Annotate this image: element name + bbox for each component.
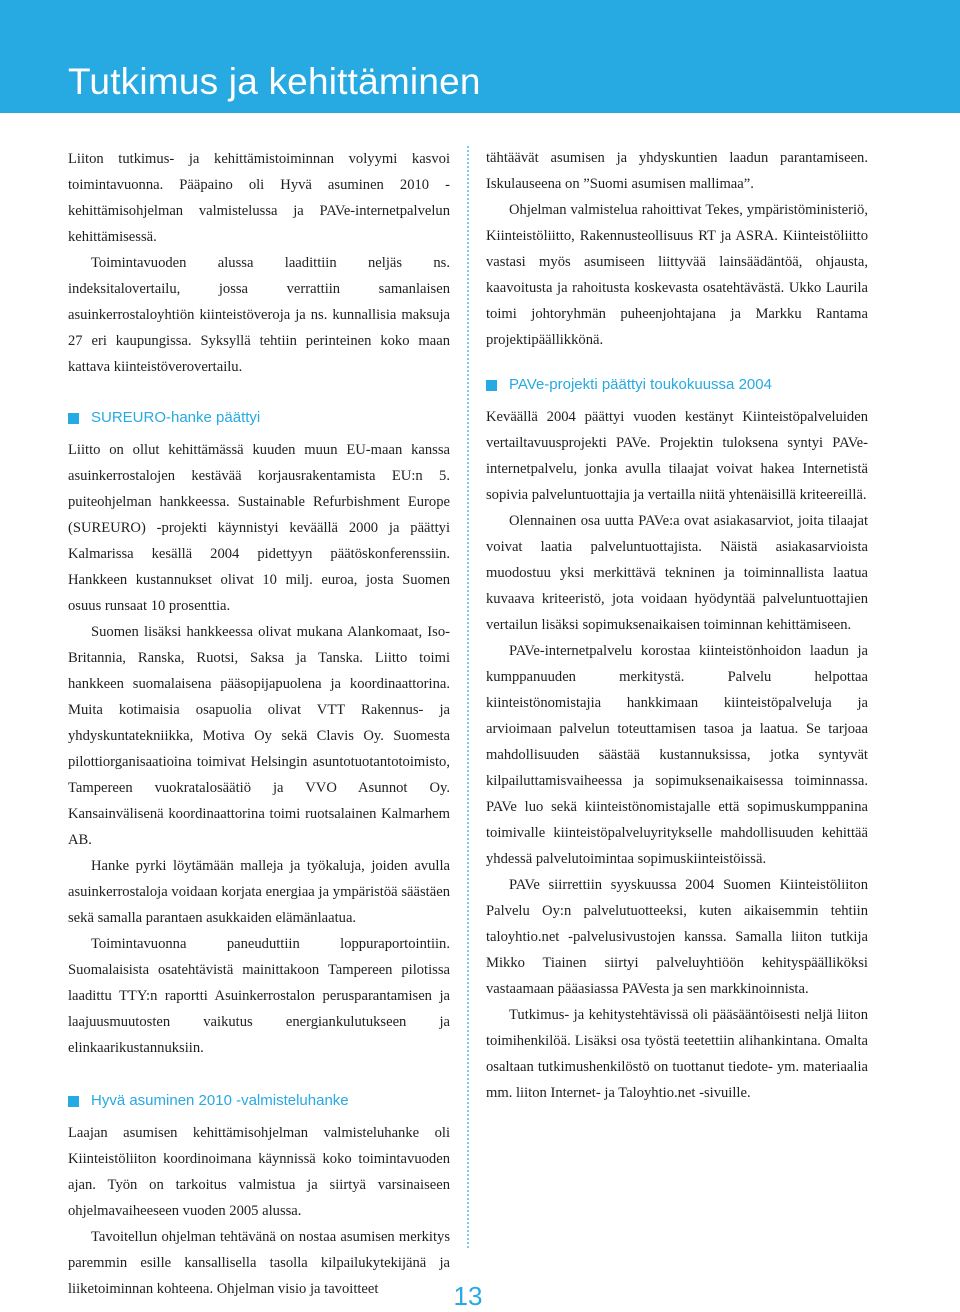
section-heading-text: PAVe-projekti päättyi toukokuussa 2004 [509,376,772,393]
section-heading-text: Hyvä asuminen 2010 -valmisteluhanke [91,1092,349,1109]
section-heading-pave [486,375,868,395]
paragraph: Liitto on ollut kehittämässä kuuden muun EU-maan kanssa asuinkerrostalojen kestävää korjausrakentamista EU:n 5. puiteohjelman hankkeessa. Sustainable Refurbishment Europe (SUREURO) -projekti käynnistyi keväällä 2000 ja päättyi Kalmarissa kesällä 2004 pidettyyn päätöskonferenssiin. Hankkeen kustannukset olivat 10 milj. euroa, josta Suomen osuus runsaat 10 prosenttia. [68,442,450,614]
paragraph: Toimintavuonna paneuduttiin loppuraportointiin. Suomalaisista osatehtävistä mainittakoon Tampereen pilotissa laadittu TTY:n raportti Asuinkerrostalon perusparantamisen ja laajuusmuutosten vaikutus energiankulutukseen ja elinkaarikustannuksiin. [68,936,450,1056]
page-number: 13 [453,1281,483,1311]
square-bullet-icon [68,413,79,424]
paragraph: Liiton tutkimus- ja kehittämistoiminnan volyymi kasvoi toimintavuonna. Pääpaino oli Hyvä asuminen 2010 -kehittämisohjelman valmistelussa ja PAVe-internetpalvelun kehittämisessä. [68,151,450,245]
paragraph: Olennainen osa uutta PAVe:a ovat asiakasarviot, joita tilaajat voivat laatia palveluntuottajista. Näistä asiakasarvioista muodostuu yksi merkittävä tekninen ja toiminnallista laatua kuvaava kriteeristö, jota voidaan hyödyntää palveluntuottajien vertailun lisäksi sopimuksenaikaisen toiminnan kehittämiseen. [486,513,868,633]
paragraph: PAVe-internetpalvelu korostaa kiinteistönhoidon laadun ja kumppanuuden merkitystä. Palvelu helpottaa kiinteistönomistajia hankkimaan kiinteistöpalveluja ja arvioimaan palvelun toteuttamisen tasoa ja laatua. Se tarjoaa mahdollisuuden säästää kustannuksissa, jotka syntyvät kilpailuttamisvaiheessa ja sopimuksenaikaisessa toiminnassa. PAVe luo sekä kiinteistönomistajalle että sopimuskumppanina toimivalle kiinteistöpalveluyritykselle mahdollisuuden kehittää yhdessä palvelutoimintaa sopimuskiinteistöissä. [486,643,868,867]
paragraph: Tavoitellun ohjelman tehtävänä on nostaa asumisen merkitys paremmin esille kansallisella tasolla kilpailukytekijänä ja liiketoiminnan kohteena. Ohjelman visio ja tavoitteet [68,1229,450,1297]
paragraph: Toimintavuoden alussa laadittiin neljäs ns. indeksitalovertailu, jossa verrattiin samanlaisen asuinkerrostaloyhtiön kiinteistöveroja ja ns. kunnallisia maksuja 27 eri kaupungissa. Syksyllä tehtiin perinteinen koko maan kattava kiinteistöverovertailu. [68,255,450,375]
page-title: Tutkimus ja kehittäminen [68,61,481,102]
paragraph: Laajan asumisen kehittämisohjelman valmisteluhanke oli Kiinteistöliiton koordinoimana käynnissä koko toimintavuoden ajan. Työn on tarkoitus valmistua ja siirtyä varsinaiseen ohjelmavaiheeseen vuoden 2005 alussa. [68,1125,450,1219]
section-heading-text: SUREURO-hanke päättyi [91,409,261,426]
right-column [486,145,868,1106]
paragraph: Hanke pyrki löytämään malleja ja työkaluja, joiden avulla asuinkerrostaloja voidaan korjata energiaa ja ympäristöä säästäen sekä samalla parantaen asukkaiden elämänlaatua. [68,858,450,926]
section-heading-sureuro [68,408,450,428]
section-heading-hyva-asuminen [68,1091,450,1111]
paragraph: Ohjelman valmistelua rahoittivat Tekes, ympäristöministeriö, Kiinteistöliitto, Rakennusteollisuus RT ja ASRA. Kiinteistöliitto vastasi myös asumiseen liittyvää lainsäädäntöä, ohjausta, kaavoitusta ja rahoitusta koskevasta osatehtävästä. Ukko Laurila toimi johtoryhmän puheenjohtajana ja Markku Rantama projektipäällikkönä. [486,202,868,348]
paragraph: Suomen lisäksi hankkeessa olivat mukana Alankomaat, Iso-Britannia, Ranska, Ruotsi, Saksa ja Tanska. Liitto toimi hankkeen suomalaisena pääsopijapuolena ja koordinaattorina. Muita kotimaisia osapuolia olivat VTT Rakennus- ja yhdyskuntatekniikka, Motiva Oy sekä Clavis Oy. Suomesta pilottiorganisaatioina toimivat Helsingin asuntotuotantotoimisto, Tampereen vuokratalosäätiö ja VVO Asunnot Oy. Kansainvälisenä koordinaattorina toimi ruotsalainen Kalmarhem AB. [68,624,450,848]
paragraph: Keväällä 2004 päättyi vuoden kestänyt Kiinteistöpalveluiden vertailtavuusprojekti PAVe. Projektin tuloksena syntyi PAVe-internetpalvelu, jonka avulla tilaajat voivat hakea Internetistä sopivia palveluntuottajia ja vertailla niitä yhtenäisillä kriteereillä. [486,409,868,503]
paragraph: tähtäävät asumisen ja yhdyskuntien laadun parantamiseen. Iskulauseena on ”Suomi asumisen mallimaa”. [486,150,868,192]
square-bullet-icon [486,380,497,391]
column-divider [467,146,469,1248]
paragraph: Tutkimus- ja kehitystehtävissä oli pääsääntöisesti neljä liiton toimihenkilöä. Lisäksi osa työstä teetettiin alihankintana. Omalta osaltaan tutkimushenkilöstö on tuottanut tiedote- ym. materiaalia mm. liiton Internet- ja Taloyhtio.net -sivuille. [486,1007,868,1101]
paragraph: PAVe siirrettiin syyskuussa 2004 Suomen Kiinteistöliiton Palvelu Oy:n palvelutuotteeksi, kuten aikaisemmin tehtiin taloyhtio.net -palvelusivustojen kanssa. Samalla liiton tutkija Mikko Tiainen siirtyi palveluyhtiöön kehityspäälliköksi vastaamaan pääasiassa PAVesta ja sen markkinoinnista. [486,877,868,997]
left-column [68,146,450,1302]
title-banner [0,0,960,113]
square-bullet-icon [68,1096,79,1107]
